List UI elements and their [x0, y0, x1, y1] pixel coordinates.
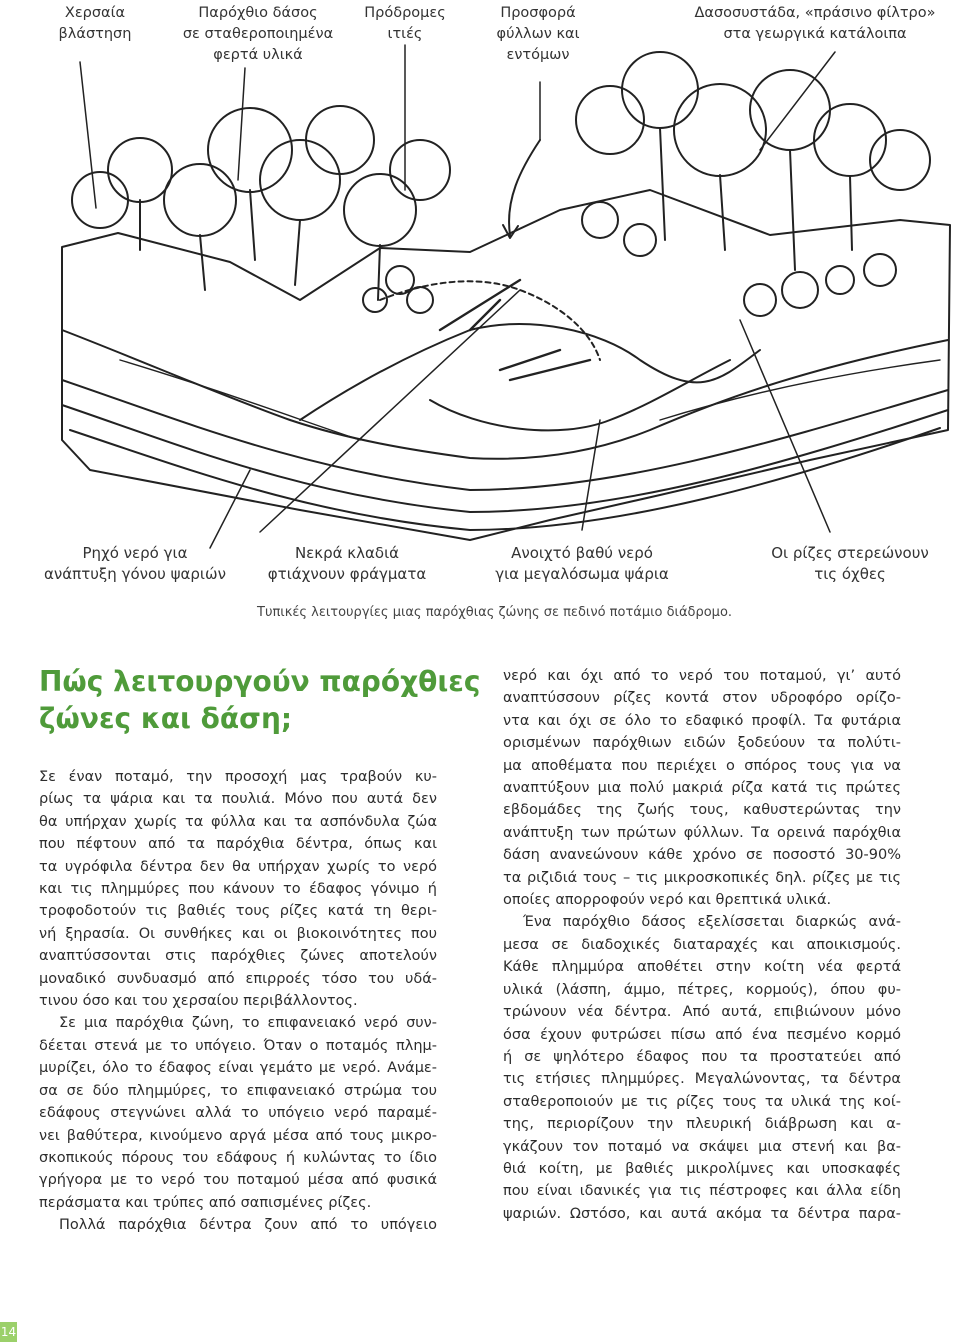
text-line: τα ριζιδιά τους – τις μικροσκοπικές δηλ. ρίζες με τις	[503, 869, 901, 886]
text-line: τινου όσο και του χερσαίου περιβάλλοντος.	[39, 993, 358, 1010]
label-shallow-water: Ρηχό νερό για ανάπτυξη γόνου ψαριών	[44, 544, 226, 583]
text-line: τροφοδοτούν τις βαθιές τους ρίζες κατά τη θερι-	[39, 903, 437, 920]
text-line: Σε μια παρόχθια ζώνη, το επιφανειακό νερό συν-	[59, 1015, 437, 1032]
text-line: σταθεροποιούν με τις ρίζες τους τα υλικά της κοί-	[503, 1093, 901, 1110]
label-dead-branches: Νεκρά κλαδιά φτιάχνουν φράγματα	[267, 544, 427, 583]
text-line: εδάφους στεγνώνει αλλά το υπόγειο νερό παραμέ-	[39, 1105, 437, 1122]
text-line: θιά κοίτη, με βαθιές μικρολίμνες και υποσκαφές	[503, 1160, 901, 1177]
text-line: μεσα σε διαδοχικές διαταραχές και αποικισμούς.	[503, 936, 901, 953]
text-line: υλικά (λάσπη, άμμο, πέτρες, κορμούς), όπου φυ-	[503, 981, 901, 998]
page-number: 14	[0, 1322, 17, 1342]
water-surface	[380, 281, 600, 360]
label-pioneer-willows: Πρόδρομες ιτιές	[364, 5, 446, 42]
text-line: όσα έχουν φυτρώσει πίσω από ένα πεσμένο κορμό	[503, 1026, 901, 1043]
section-heading: Πώς λειτουργούν παρόχθιες ζώνες και δάση;	[39, 665, 481, 735]
text-line: αναπτύσσονται στις παρόχθιες ζώνες αποτελούν	[39, 948, 437, 965]
river-channel	[300, 324, 760, 420]
text-line: ή σε ψηλότερο έδαφος που τα προστατεύει από	[503, 1048, 901, 1065]
text-line: Πολλά παρόχθια δέντρα ζουν από το υπόγειο	[59, 1217, 437, 1234]
text-line: νή ξηρασία. Οι συνθήκες και οι βιοκοινότητες που	[39, 925, 437, 942]
text-line: δέεται στενά με το υπόγειο. Όταν ο ποταμός πλημ-	[39, 1037, 437, 1054]
left-text-column	[39, 766, 437, 1237]
text-line: της, περιορίζουν την πλευρική διάβρωση και α-	[503, 1116, 901, 1133]
text-line: θα υπήρχαν χωρίς τα φύλλα και τα ασπόνδυλα ζώα	[39, 813, 437, 830]
label-leaf-insect-input: Προσφορά φύλλων και εντόμων	[496, 5, 580, 63]
text-line: αναπτύσσουν ρίζες κοντά στον υδροφόρο ορίζο-	[503, 690, 901, 707]
right-text-column	[503, 665, 901, 1225]
text-line: μα αποθέματα που περιέχει ο σπόρος τους για να	[503, 757, 901, 774]
bank-surface-line	[62, 330, 948, 459]
text-line: τρώνουν νέα δέντρα. Από αυτά, επιβιώνουν μόνο	[503, 1004, 901, 1021]
text-line: ψαριών. Ωστόσο, και αυτά ακόμα τα δέντρα παρα-	[503, 1205, 901, 1222]
text-line: δάση ανανεώνουν κάθε χρόνο σε ποσοστό 30-90%	[503, 847, 901, 864]
text-line: Ένα παρόχθιο δάσος εξελίσσεται διαρκώς ανά-	[523, 914, 901, 931]
label-riparian-forest: Παρόχθιο δάσος σε σταθεροποιημένα φερτά υλικά	[182, 5, 334, 63]
text-line: αναπτύξουν μια πολύ μακριά ρίζα κατά τις πρώτες	[503, 780, 901, 797]
terrain-block-outline	[62, 190, 950, 540]
text-line: τα υγρόφιλα δέντρα δεν θα υπήρχαν χωρίς το νερό	[39, 858, 437, 875]
text-line: γρήγορα με το νερό του ποταμού μέσα από φυσικά	[39, 1172, 437, 1189]
text-line: που πέφτουν από τα παρόχθια δέντρα, όπως και	[39, 836, 437, 853]
tree-group-right	[576, 52, 930, 316]
text-line: νει βαθύτερα, κινούμενο αργά μέσα από τους μικρο-	[39, 1127, 437, 1144]
text-line: τις ετήσιες πλημμύρες. Μεγαλώνοντας, τα δέντρα	[503, 1071, 901, 1088]
text-line: ρίως τα ψάρια και τα πουλιά. Μόνο που αυτά δεν	[39, 791, 437, 808]
text-line: σα σε δύο πλημμύρες, το επιφανειακό στρώμα του	[39, 1082, 437, 1099]
text-line: που είναι ιδανικές για τις πέστροφες και άλλα είδη	[503, 1183, 901, 1200]
label-terrestrial-vegetation: Χερσαία βλάστηση	[58, 5, 132, 42]
text-line: περάσματα και τρύπες από σαπισμένες ρίζες.	[39, 1194, 372, 1211]
text-line: ντα και όχι σε όλο το εδαφικό προφίλ. Τα φυτάρια	[503, 712, 901, 729]
tree-group-left	[72, 106, 450, 313]
top-label-pointers	[80, 45, 835, 208]
text-line: μυρίζει, όλο το έδαφος είναι γεμάτο με νερό. Ανάμε-	[39, 1060, 437, 1077]
text-line: νερό και όχι από το νερό του ποταμού, γι’ αυτό	[503, 668, 901, 684]
text-line: Κάθε πλημμύρα αποθέτει στην κοίτη νέα φερτά	[503, 959, 901, 976]
text-line: εβδομάδες της ζωής τους, καθυστερώντας την	[503, 802, 901, 819]
text-line: Σε έναν ποταμό, την προσοχή μας τραβούν κυ-	[39, 769, 437, 785]
river-cross-section-illustration	[0, 0, 960, 600]
text-line: ορισμένων παρόχθιων ειδών ξοδεύουν τα πολύτι-	[503, 735, 901, 752]
text-line: ανάπτυξη των πρώτων φύλλων. Τα ορεινά παρόχθια	[503, 824, 901, 841]
label-roots-stabilize-banks: Οι ρίζες στερεώνουν τις όχθες	[771, 544, 929, 583]
label-forest-green-filter: Δασοσυστάδα, «πράσινο φίλτρο» στα γεωργικά κατάλοιπα	[694, 5, 936, 42]
text-line: γκάζουν τον ποταμό να σκάψει μια στενή και βα-	[503, 1138, 901, 1155]
label-open-deep-water: Ανοιχτό βαθύ νερό για μεγαλόσωμα ψάρια	[495, 544, 669, 583]
figure-caption: Τυπικές λειτουργίες μιας παρόχθιας ζώνης σε πεδινό ποτάμιο διάδρομο.	[257, 605, 733, 620]
text-line: μοναδικό συνδυασμό από επιρροές τόσο του υδά-	[39, 970, 437, 987]
text-line: σκοπικούς πόρους του εδάφους ή κυλώντας το ίδιο	[39, 1149, 437, 1166]
soil-stratum	[62, 380, 948, 490]
text-line: οποίες απορροφούν νερό και θρεπτικά υλικά.	[503, 892, 832, 909]
text-line: και τις πλημμύρες που κάνουν το έδαφος γόνιμο ή	[39, 881, 437, 898]
